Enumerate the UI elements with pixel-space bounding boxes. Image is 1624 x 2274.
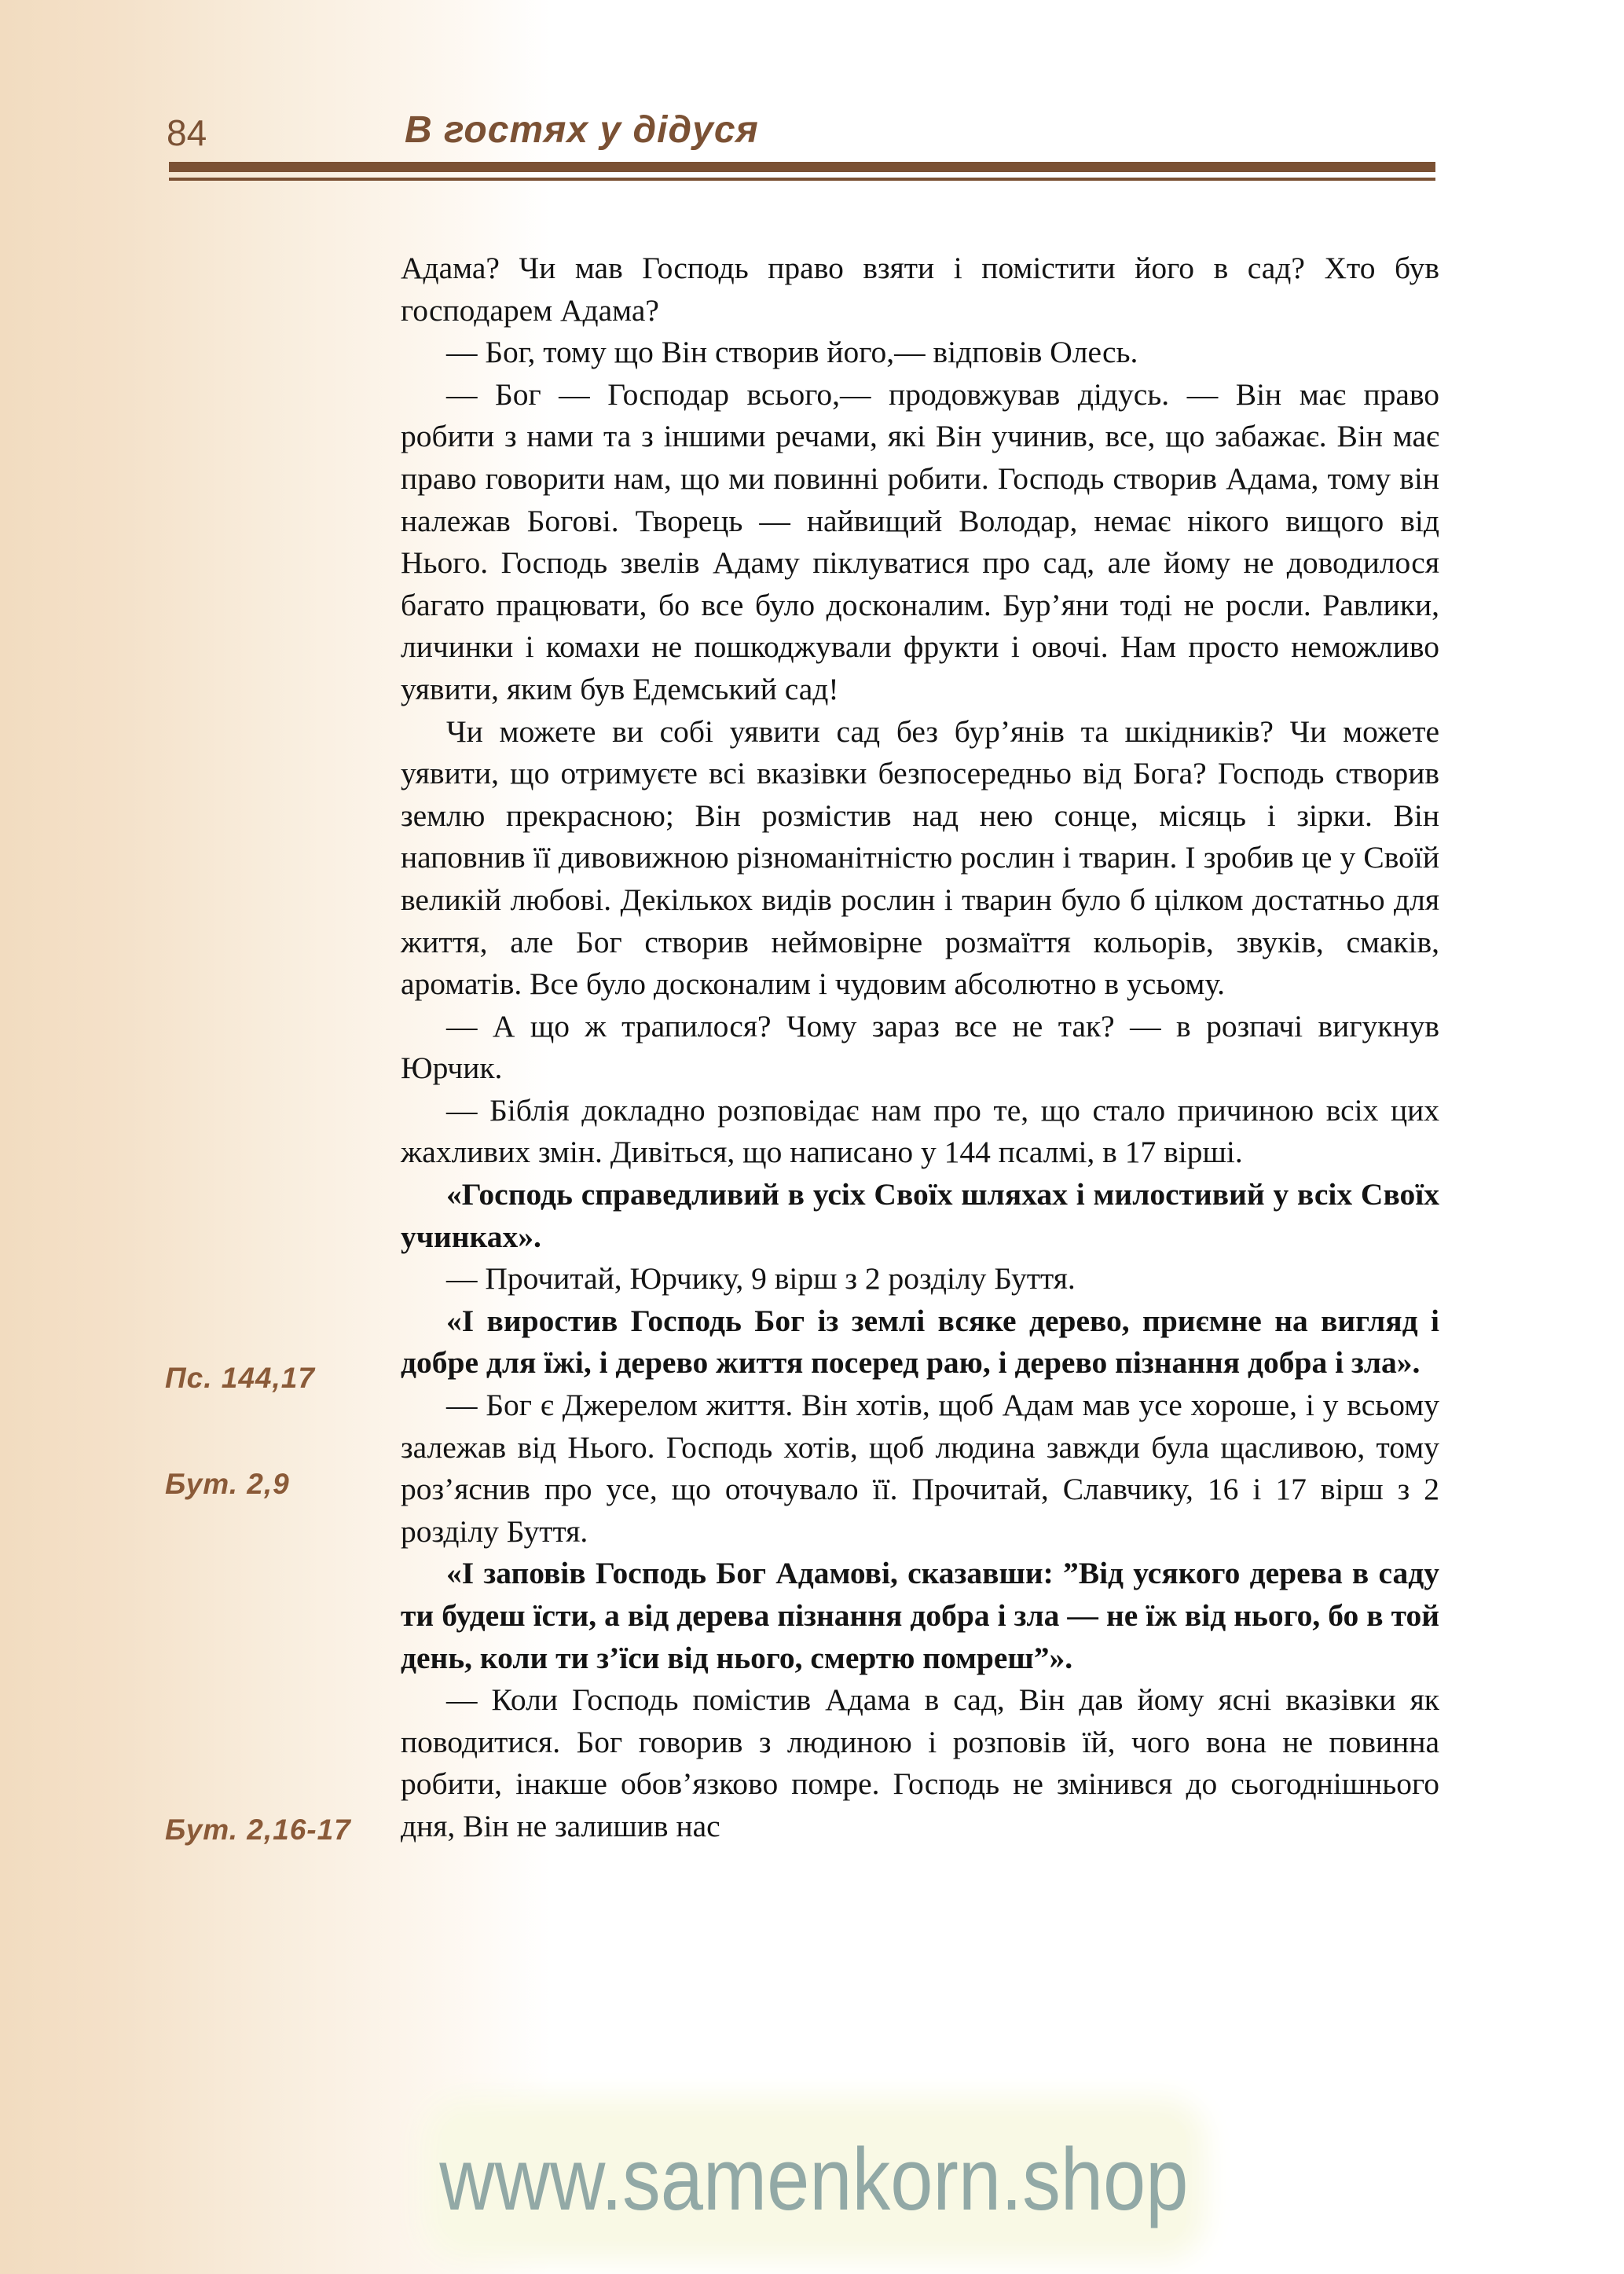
header-rule-thin — [169, 178, 1435, 181]
watermark-band — [439, 2117, 1189, 2241]
body-paragraph: — А що ж трапилося? Чому зараз все не так? — в розпачі вигукнув Юрчик. — [401, 1008, 1439, 1086]
scripture-quote-paragraph: «Господь справедливий в усіх Своїх шляхах і милостивий у всіх Своїх учинках». — [401, 1177, 1439, 1254]
body-text-column — [401, 248, 1439, 1848]
header-rule-thick — [169, 162, 1435, 172]
body-paragraph: — Бог, тому що Він створив його,— відповів Олесь. — [446, 335, 1138, 370]
body-paragraph: — Прочитай, Юрчику, 9 вірш з 2 розділу Буття. — [446, 1261, 1076, 1297]
scripture-quote-paragraph: «І виростив Господь Бог із землі всяке дерево, приємне на вигляд і добре для їжі, і дерево життя посеред раю, і дерево пізнання добра і зла». — [401, 1303, 1439, 1381]
body-paragraph: Адама? Чи мав Господь право взяти і помістити його в сад? Хто був господарем Адама? — [401, 251, 1439, 328]
body-paragraph: Чи можете ви собі уявити сад без бур’янів та шкідників? Чи можете уявити, що отримуєте всі вказівки безпосередньо від Бога? Господь створив землю прекрасною; Він розмістив над нею сонце, місяць і зірки. Він наповнив її дивовижною різноманітністю рослин і тварин. І зробив це у Своїй великій любові. Декількох видів рослин і тварин було б цілком достатньо для життя, але Бог створив неймовірне розмаїття кольорів, звуків, смаків, ароматів. Все було досконалим і чудовим абсолютно в усьому. — [401, 713, 1439, 1002]
page-number: 84 — [167, 112, 207, 153]
margin-scripture-reference: Бут. 2,16-17 — [165, 1814, 351, 1846]
body-paragraph: — Коли Господь помістив Адама в сад, Він дав йому ясні вказівки як поводитися. Бог говорив з людиною і розповів їй, чого вона не повинна робити, інакше обов’язково помре. Господь не змінився до сьогоднішнього дня, Він не залишив нас — [401, 1682, 1439, 1843]
body-paragraph: — Бог є Джерелом життя. Він хотів, щоб Адам мав усе хороше, і у всьому залежав від Нього. Господь хотів, щоб людина завжди була щасливою, тому роз’яснив про усе, що оточувало її. Прочитай, Славчику, 16 і 17 вірш з 2 розділу Буття. — [401, 1388, 1439, 1549]
watermark-text: www.samenkorn.shop — [439, 2129, 1189, 2228]
margin-scripture-reference: Пс. 144,17 — [165, 1362, 315, 1394]
margin-scripture-reference: Бут. 2,9 — [165, 1468, 290, 1500]
running-header-title: В гостях у дідуся — [405, 109, 759, 151]
body-paragraph: — Бог — Господар всього,— продовжував дідусь. — Він має право робити з нами та з іншими речами, які Він учинив, все, що забажає. Він має право говорити нам, що ми повинні робити. Господь створив Адама, тому він належав Богові. Творець — найвищий Володар, немає нікого вищого від Нього. Господь звелів Адаму піклуватися про сад, але йому не доводилося багато працювати, бо все було досконалим. Бур’яни тоді не росли. Равлики, личинки і комахи не пошкоджували фрукти і овочі. Нам просто неможливо уявити, яким був Едемський сад! — [401, 376, 1439, 706]
scripture-quote-paragraph: «І заповів Господь Бог Адамові, сказавши: ”Від усякого дерева в саду ти будеш їсти, а від дерева пізнання добра і зла — не їж від нього, бо в той день, коли ти з’їси від нього, смертю помреш”». — [401, 1556, 1439, 1675]
body-paragraph: — Біблія докладно розповідає нам про те, що стало причиною всіх цих жахливих змін. Дивіться, що написано у 144 псалмі, в 17 вірші. — [401, 1092, 1439, 1170]
